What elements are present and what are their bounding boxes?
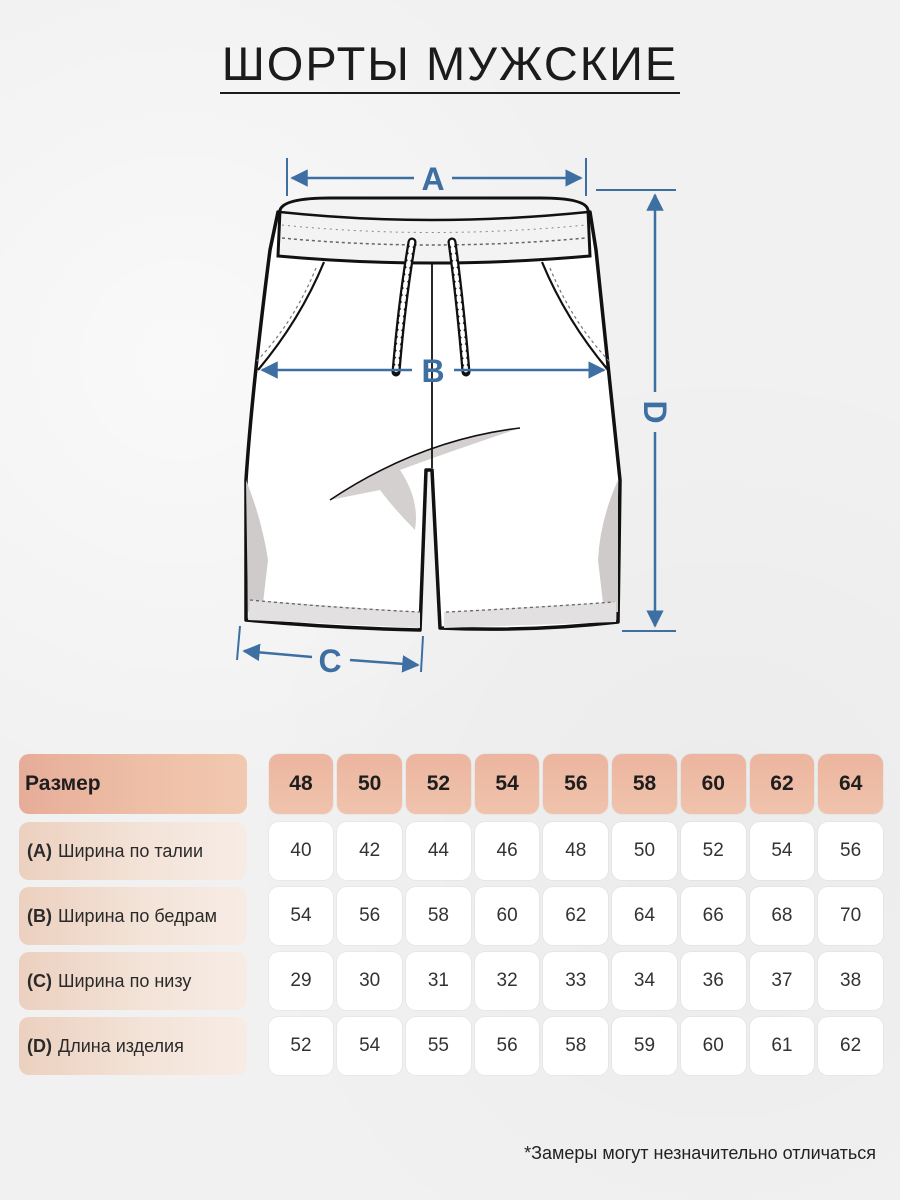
row-name: Ширина по талии (58, 840, 203, 861)
size-52: 52 (406, 754, 471, 814)
table-cell: 62 (818, 1017, 883, 1075)
table-cell: 58 (543, 1017, 608, 1075)
table-cell: 42 (337, 822, 402, 880)
page-title-text: ШОРТЫ МУЖСКИЕ (220, 37, 681, 94)
table-cell: 46 (475, 822, 540, 880)
table-cell: 29 (269, 952, 334, 1010)
table-cell: 37 (750, 952, 815, 1010)
table-cell: 52 (269, 1017, 334, 1075)
table-cell: 56 (337, 887, 402, 945)
size-table (19, 754, 883, 1082)
header-label: Размер (19, 754, 247, 814)
row-label (19, 952, 247, 1010)
table-cell: 38 (818, 952, 883, 1010)
dimension-c (237, 626, 423, 679)
table-cell: 56 (818, 822, 883, 880)
dimension-d-label: D (637, 400, 673, 424)
table-cell: 66 (681, 887, 746, 945)
table-cell: 40 (269, 822, 334, 880)
table-cell: 31 (406, 952, 471, 1010)
size-62: 62 (750, 754, 815, 814)
table-cell: 60 (681, 1017, 746, 1075)
table-cell: 55 (406, 1017, 471, 1075)
table-cell: 54 (337, 1017, 402, 1075)
row-code: (C) (27, 970, 52, 991)
row-name: Ширина по бедрам (58, 905, 217, 926)
size-50: 50 (337, 754, 402, 814)
table-row (19, 1017, 883, 1075)
size-58: 58 (612, 754, 677, 814)
table-cell: 62 (543, 887, 608, 945)
row-code: (A) (27, 840, 52, 861)
table-cell: 52 (681, 822, 746, 880)
row-name: Ширина по низу (58, 970, 192, 991)
footnote: *Замеры могут незначительно отличаться (524, 1143, 876, 1163)
table-cell: 61 (750, 1017, 815, 1075)
dimension-c-label: C (318, 643, 342, 679)
shorts-illustration (246, 198, 620, 630)
table-cell: 50 (612, 822, 677, 880)
table-cell: 48 (543, 822, 608, 880)
table-cell: 70 (818, 887, 883, 945)
size-64: 64 (818, 754, 883, 814)
table-cell: 68 (750, 887, 815, 945)
table-cell: 33 (543, 952, 608, 1010)
size-54: 54 (475, 754, 540, 814)
table-cell: 64 (612, 887, 677, 945)
table-cell: 59 (612, 1017, 677, 1075)
table-cell: 36 (681, 952, 746, 1010)
row-name: Длина изделия (58, 1035, 184, 1056)
table-cell: 60 (475, 887, 540, 945)
table-row (19, 887, 883, 945)
row-code: (D) (27, 1035, 52, 1056)
table-header-row (19, 754, 883, 814)
dimension-b-label: B (421, 353, 445, 389)
dimension-a (287, 158, 586, 197)
table-cell: 54 (750, 822, 815, 880)
table-row (19, 822, 883, 880)
row-label (19, 1017, 247, 1075)
table-cell: 44 (406, 822, 471, 880)
row-code: (B) (27, 905, 52, 926)
table-cell: 54 (269, 887, 334, 945)
table-cell: 56 (475, 1017, 540, 1075)
row-label (19, 887, 247, 945)
size-60: 60 (681, 754, 746, 814)
table-cell: 58 (406, 887, 471, 945)
row-label (19, 822, 247, 880)
table-row (19, 952, 883, 1010)
dimension-a-label: A (421, 161, 445, 197)
table-cell: 30 (337, 952, 402, 1010)
table-cell: 32 (475, 952, 540, 1010)
table-cell: 34 (612, 952, 677, 1010)
size-56: 56 (543, 754, 608, 814)
size-48: 48 (269, 754, 334, 814)
